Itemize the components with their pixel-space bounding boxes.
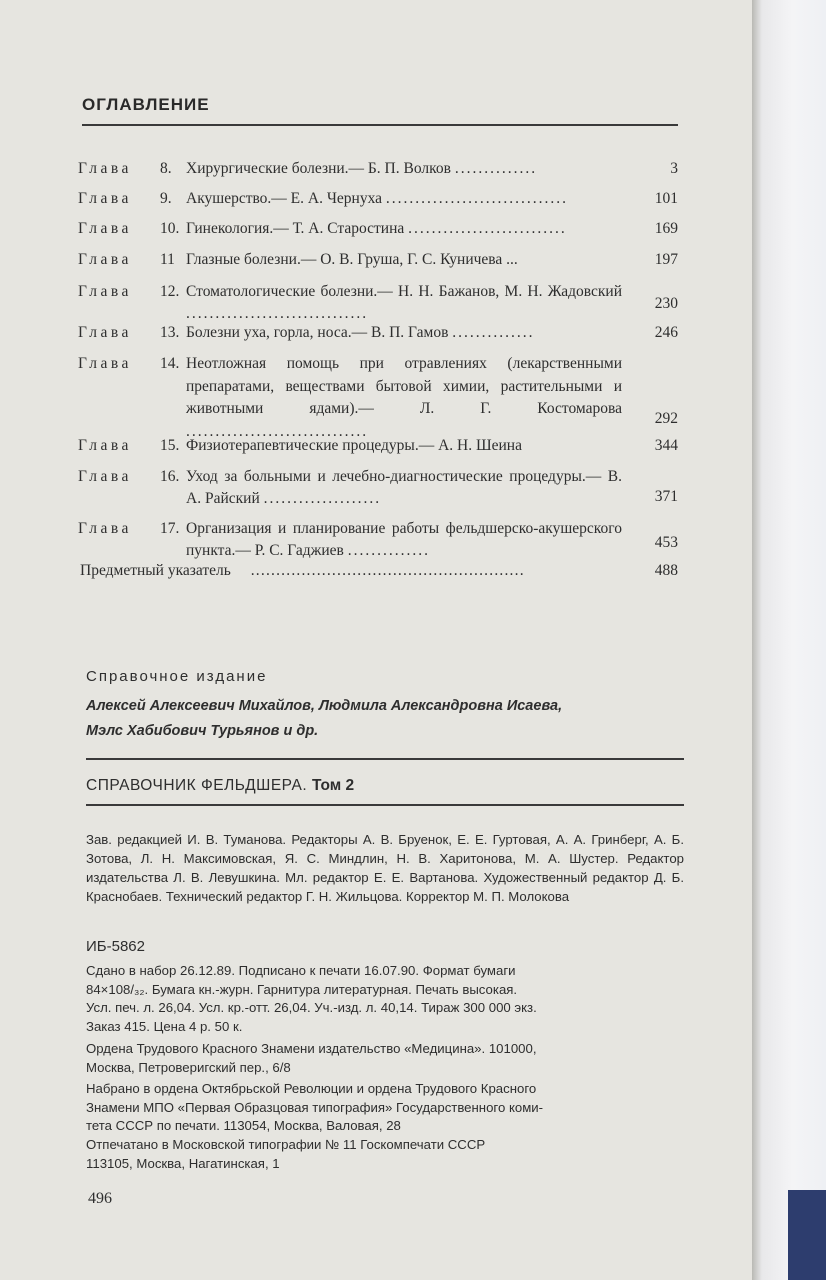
volume: Том 2 — [311, 777, 355, 794]
index-dots: ...................................................... — [250, 562, 525, 579]
chapter-title: Организация и планирование работы фельдшерско-акушерского пункта.— Р. С. Гаджиев .............. — [186, 520, 622, 559]
chapter-number: 10. — [160, 220, 180, 237]
authors-line: Алексей Алексеевич Михайлов, Людмила Александровна Исаева, — [86, 698, 563, 714]
page-number: 496 — [88, 1190, 112, 1207]
editorial-credits: Зав. редакцией И. В. Туманова. Редакторы А. В. Бруенок, Е. Е. Гуртовая, А. А. Гринберг, А. Б. Зотова, Л. Н. Максимовская, Я. С. Миндлин, Н. В. Харитонова, М. А. Шустер. Редактор издательства Л. В. Левушкина. Мл. редактор Е. Е. Вартанова. Художественный редактор Д. Б. Краснобаев. Технический редактор Г. Н. Жильцова. Корректор М. П. Молокова — [86, 832, 684, 904]
authors — [86, 694, 682, 744]
chapter-page: 230 — [654, 295, 678, 312]
chapter-number: 17. — [160, 520, 180, 537]
chapter-title: Неотложная помощь при отравлениях (лекарственными препаратами, веществами бытовой химии, растительными и животными ядами).— Л. Г. Костомарова ............................... — [186, 355, 622, 440]
chapter-label: Глава — [78, 468, 132, 485]
toc-index-entry — [80, 562, 680, 580]
imprint-rule-bottom — [86, 804, 684, 806]
chapter-title: Болезни уха, горла, носа.— В. П. Гамов .............. — [186, 324, 535, 341]
chapter-page: 101 — [654, 190, 678, 207]
chapter-page: 292 — [654, 410, 678, 427]
chapter-label: Глава — [78, 220, 132, 237]
chapter-label: Глава — [78, 437, 132, 454]
typesetting-info: Набрано в ордена Октябрьской Революции и ордена Трудового Красного Знамени МПО «Первая Образцовая типография» Государственного коми- тета СССР по печати. 113054, Москва, Валовая, 28 — [86, 1081, 544, 1133]
book-cover-edge — [788, 1190, 826, 1280]
chapter-label: Глава — [78, 251, 132, 268]
chapter-label: Глава — [78, 520, 132, 537]
publisher-info: Ордена Трудового Красного Знамени издательство «Медицина». 101000, Москва, Петроверигский пер., 6/8 — [86, 1041, 537, 1075]
chapter-number: 15. — [160, 437, 180, 454]
printing-info: Отпечатано в Московской типографии № 11 Госкомпечати СССР 113105, Москва, Нагатинская, 1 — [86, 1137, 486, 1171]
chapter-number: 16. — [160, 468, 180, 485]
chapter-page: 453 — [654, 534, 678, 551]
index-label: Предметный указатель — [80, 562, 231, 579]
toc-heading: ОГЛАВЛЕНИЕ — [82, 95, 210, 114]
chapter-page: 344 — [654, 437, 678, 454]
chapter-number: 9. — [160, 190, 172, 207]
chapter-label: Глава — [78, 283, 132, 300]
chapter-title: Акушерство.— Е. А. Чернуха ............................... — [186, 190, 569, 207]
chapter-label: Глава — [78, 324, 132, 341]
chapter-title: Глазные болезни.— О. В. Груша, Г. С. Куничева ... — [186, 251, 518, 268]
chapter-title: Уход за больными и лечебно-диагностические процедуры.— В. А. Райский .................... — [186, 468, 622, 507]
chapter-label: Глава — [78, 190, 132, 207]
chapter-title: Гинекология.— Т. А. Старостина ........................... — [186, 220, 567, 237]
edition-type: Справочное издание — [86, 668, 268, 685]
chapter-title: Физиотерапевтические процедуры.— А. Н. Шеина — [186, 437, 522, 454]
chapter-page: 3 — [670, 160, 678, 177]
chapter-page: 169 — [654, 220, 678, 237]
chapter-page: 246 — [654, 324, 678, 341]
ib-number: ИБ-5862 — [86, 938, 145, 955]
index-page: 488 — [654, 562, 678, 579]
heading-rule — [82, 124, 678, 126]
chapter-label: Глава — [78, 355, 132, 372]
chapter-page: 371 — [654, 488, 678, 505]
adjacent-page-edge — [752, 0, 826, 1280]
book-title: СПРАВОЧНИК ФЕЛЬДШЕРА. Том 2 — [86, 777, 355, 794]
print-info: Сдано в набор 26.12.89. Подписано к печати 16.07.90. Формат бумаги 84×108/₃₂. Бумага кн.-журн. Гарнитура литературная. Печать высокая. Усл. печ. л. 26,04. Усл. кр.-отт. 26,04. Уч.-изд. л. 40,14. Тираж 300 000 экз. Заказ 415. Цена 4 р. 50 к. — [86, 963, 537, 1034]
chapter-title: Стоматологические болезни.— Н. Н. Бажанов, М. Н. Жадовский ............................... — [186, 283, 622, 322]
chapter-number: 11 — [160, 251, 175, 268]
chapter-number: 14. — [160, 355, 180, 372]
chapter-label: Глава — [78, 160, 132, 177]
chapter-title: Хирургические болезни.— Б. П. Волков .............. — [186, 160, 538, 177]
authors-line: Мэлс Хабибович Турьянов и др. — [86, 723, 319, 739]
imprint-rule-top — [86, 758, 684, 760]
chapter-number: 13. — [160, 324, 180, 341]
chapter-page: 197 — [654, 251, 678, 268]
chapter-number: 12. — [160, 283, 180, 300]
chapter-number: 8. — [160, 160, 172, 177]
